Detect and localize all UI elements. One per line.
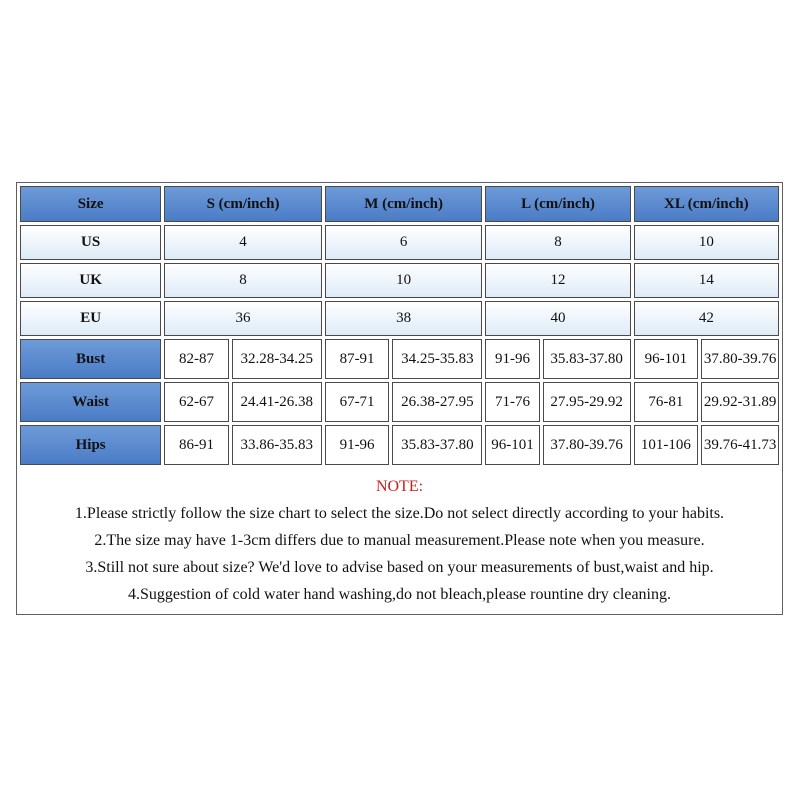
hips-l-cm: 96-101 bbox=[485, 425, 539, 465]
hips-l-inch: 37.80-39.76 bbox=[543, 425, 631, 465]
row-label-bust: Bust bbox=[20, 339, 161, 379]
us-l-cell: 8 bbox=[485, 225, 630, 260]
uk-s-cell: 8 bbox=[164, 263, 322, 298]
us-s-cell: 4 bbox=[164, 225, 322, 260]
size-chart bbox=[16, 182, 783, 615]
us-m-cell: 6 bbox=[325, 225, 483, 260]
bust-m-inch: 34.25-35.83 bbox=[392, 339, 482, 379]
waist-s-inch: 24.41-26.38 bbox=[232, 382, 322, 422]
bust-xl-inch: 37.80-39.76 bbox=[701, 339, 779, 379]
bust-xl-cm: 96-101 bbox=[634, 339, 698, 379]
hips-m-inch: 35.83-37.80 bbox=[392, 425, 482, 465]
bust-row bbox=[20, 339, 779, 379]
bust-l-cm: 91-96 bbox=[485, 339, 539, 379]
eu-m-cell: 38 bbox=[325, 301, 483, 336]
row-label-us: US bbox=[20, 225, 161, 260]
uk-l-cell: 12 bbox=[485, 263, 630, 298]
size-s-header: S (cm/inch) bbox=[164, 186, 322, 222]
us-xl-cell: 10 bbox=[634, 225, 779, 260]
eu-l-cell: 40 bbox=[485, 301, 630, 336]
size-header: Size bbox=[20, 186, 161, 222]
note-line-2: 2.The size may have 1-3cm differs due to manual measurement.Please note when you measure. bbox=[94, 532, 705, 549]
waist-m-inch: 26.38-27.95 bbox=[392, 382, 482, 422]
us-row bbox=[20, 225, 779, 260]
eu-xl-cell: 42 bbox=[634, 301, 779, 336]
waist-l-cm: 71-76 bbox=[485, 382, 539, 422]
size-table bbox=[17, 183, 782, 468]
row-label-eu: EU bbox=[20, 301, 161, 336]
hips-s-cm: 86-91 bbox=[164, 425, 228, 465]
waist-l-inch: 27.95-29.92 bbox=[543, 382, 631, 422]
row-label-uk: UK bbox=[20, 263, 161, 298]
waist-s-cm: 62-67 bbox=[164, 382, 228, 422]
header-row bbox=[20, 186, 779, 222]
bust-l-inch: 35.83-37.80 bbox=[543, 339, 631, 379]
bust-s-cm: 82-87 bbox=[164, 339, 228, 379]
size-l-header: L (cm/inch) bbox=[485, 186, 630, 222]
waist-xl-cm: 76-81 bbox=[634, 382, 698, 422]
waist-xl-inch: 29.92-31.89 bbox=[701, 382, 779, 422]
hips-xl-cm: 101-106 bbox=[634, 425, 698, 465]
note-line-1: 1.Please strictly follow the size chart to select the size.Do not select directly according to your habits. bbox=[74, 505, 725, 522]
row-label-waist: Waist bbox=[20, 382, 161, 422]
row-label-hips: Hips bbox=[20, 425, 161, 465]
size-m-header: M (cm/inch) bbox=[325, 186, 483, 222]
bust-s-inch: 32.28-34.25 bbox=[232, 339, 322, 379]
note-line-4: 4.Suggestion of cold water hand washing,do not bleach,please rountine dry cleaning. bbox=[128, 586, 671, 603]
waist-m-cm: 67-71 bbox=[325, 382, 389, 422]
notes-section bbox=[17, 473, 782, 608]
eu-s-cell: 36 bbox=[164, 301, 322, 336]
waist-row bbox=[20, 382, 779, 422]
hips-row bbox=[20, 425, 779, 465]
hips-xl-inch: 39.76-41.73 bbox=[701, 425, 779, 465]
eu-row bbox=[20, 301, 779, 336]
uk-row bbox=[20, 263, 779, 298]
uk-m-cell: 10 bbox=[325, 263, 483, 298]
note-title: NOTE: bbox=[375, 478, 424, 495]
hips-m-cm: 91-96 bbox=[325, 425, 389, 465]
note-line-3: 3.Still not sure about size? We'd love to advise based on your measurements of bust,waist and hip. bbox=[85, 559, 714, 576]
bust-m-cm: 87-91 bbox=[325, 339, 389, 379]
hips-s-inch: 33.86-35.83 bbox=[232, 425, 322, 465]
uk-xl-cell: 14 bbox=[634, 263, 779, 298]
size-xl-header: XL (cm/inch) bbox=[634, 186, 779, 222]
